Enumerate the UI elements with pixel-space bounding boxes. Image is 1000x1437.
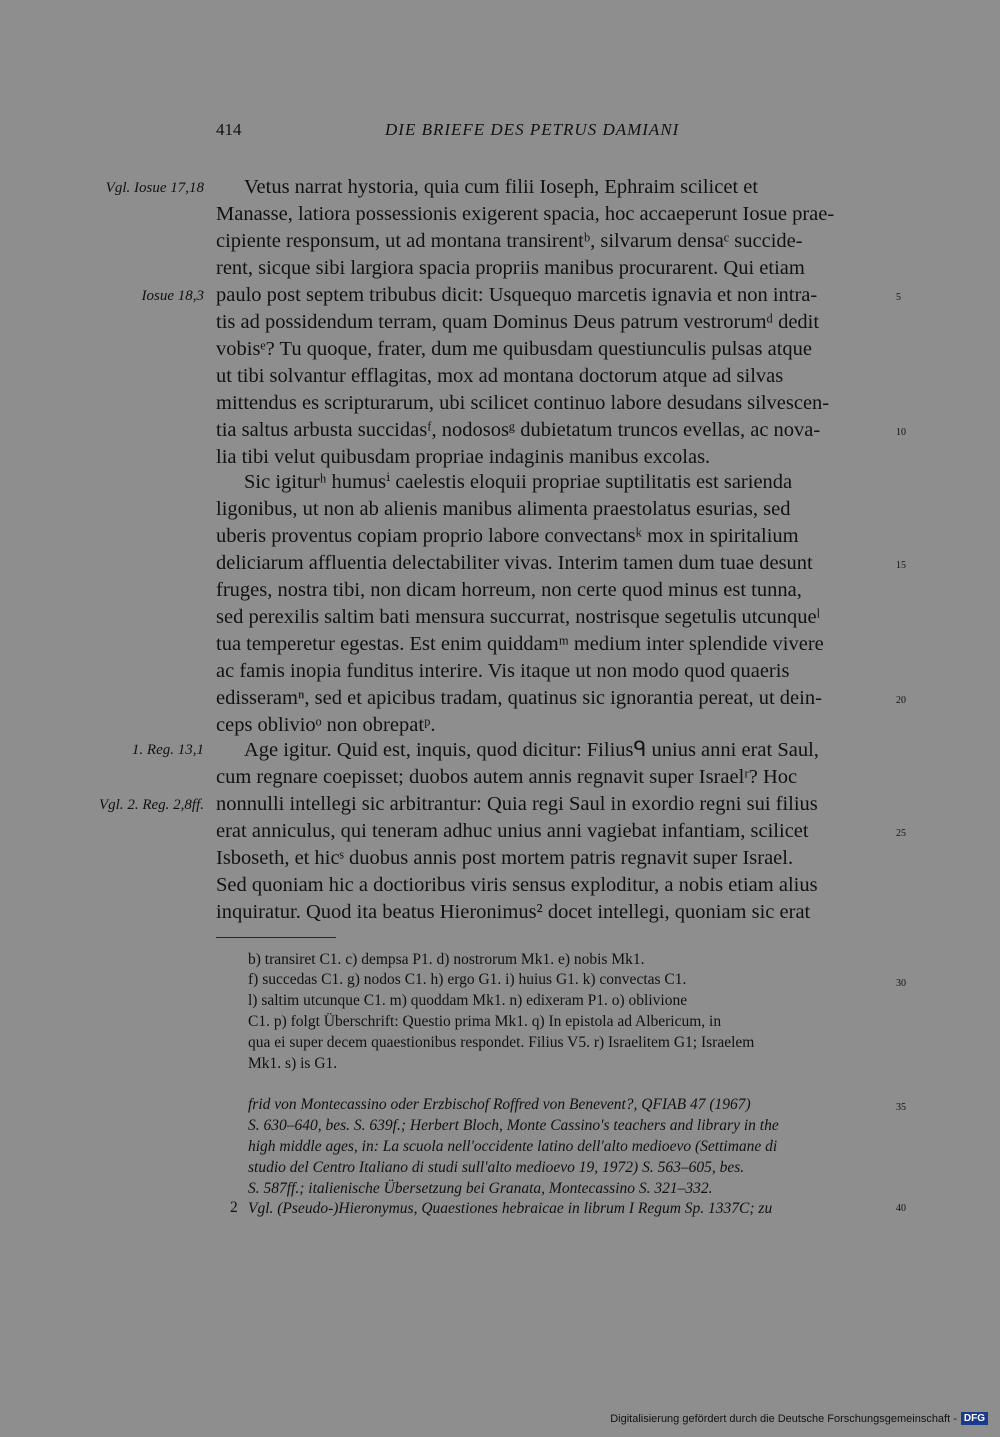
text-line: ac famis inopia funditus interire. Vis itaque ut non modo quod quaeris [216,660,790,682]
apparatus-line: l) saltim utcunque C1. m) quoddam Mk1. n) edixeram P1. o) oblivione [248,992,688,1009]
margin-reference: Vgl. Iosue 17,18 [105,180,204,196]
text-line: Vetus narrat hystoria, quia cum filii Ioseph, Ephraim scilicet et [244,176,759,198]
commentary-line: S. 587ff.; italienische Übersetzung bei Granata, Montecassino S. 321–332. [248,1180,713,1197]
apparatus-line: C1. p) folgt Überschrift: Questio prima Mk1. q) In epistola ad Albericum, in [248,1013,722,1030]
running-title: DIE BRIEFE DES PETRUS DAMIANI [385,120,680,139]
apparatus-line: qua ei super decem quaestionibus respondet. Filius V5. r) Israelitem G1; Israelem [248,1034,755,1051]
apparatus-line: Mk1. s) is G1. [248,1055,338,1072]
margin-reference: Vgl. 2. Reg. 2,8ff. [99,797,204,813]
apparatus-line: b) transiret C1. c) dempsa P1. d) nostrorum Mk1. e) nobis Mk1. [248,951,645,968]
footer-credit [610,1412,988,1425]
text-line: Age igitur. Quid est, inquis, quod dicitur: Filiusᑫ unius anni erat Saul, [244,739,819,761]
text-line: mittendus es scripturarum, ubi scilicet continuo labore desudans silvescen- [216,392,830,414]
commentary-line: frid von Montecassino oder Erzbischof Roffred von Benevent?, QFIAB 47 (1967) [248,1096,751,1113]
text-line: inquiratur. Quod ita beatus Hieronimus² docet intellegi, quoniam sic erat [216,901,811,923]
text-line: edisseramⁿ, sed et apicibus tradam, quatinus sic ignorantia pereat, ut dein- [216,687,822,709]
line-number: 35 [896,1102,906,1113]
dfg-logo: DFG [961,1412,988,1425]
text-line: vobisᵉ? Tu quoque, frater, dum me quibusdam questiunculis pulsas atque [216,338,813,360]
text-line: tia saltus arbusta succidasᶠ, nodososᵍ dubietatum truncos evellas, ac nova- [216,419,821,441]
commentary-note-number: 2 [230,1199,238,1216]
commentary-line: Vgl. (Pseudo-)Hieronymus, Quaestiones hebraicae in librum I Regum Sp. 1337C; zu [248,1200,773,1217]
footer-text: Digitalisierung gefördert durch die Deutsche Forschungsgemeinschaft - [610,1412,957,1425]
text-line: paulo post septem tribubus dicit: Usquequo marcetis ignavia et non intra- [216,284,818,306]
text-line: tis ad possidendum terram, quam Dominus Deus patrum vestrorumᵈ dedit [216,311,820,333]
line-number: 30 [896,978,906,989]
line-number: 5 [896,292,901,303]
text-line: erat anniculus, qui teneram adhuc unius anni vagiebat infantiam, scilicet [216,820,809,842]
text-line: ceps oblivioᵒ non obrepatᵖ. [216,714,436,736]
text-line: sed perexilis saltim bati mensura succurrat, nostrisque segetulis utcunqueˡ [216,606,821,628]
text-line: rent, sicque sibi largiora spacia propriis manibus procurarent. Qui etiam [216,257,805,279]
text-line: ut tibi solvantur efflagitas, mox ad montana doctorum atque ad silvas [216,365,784,387]
text-line: Sic igiturʰ humusⁱ caelestis eloquii propriae suptilitatis est sarienda [244,471,793,493]
margin-reference: Iosue 18,3 [141,288,204,304]
text-line: deliciarum affluentia delectabiliter vivas. Interim tamen dum tuae desunt [216,552,813,574]
margin-reference: 1. Reg. 13,1 [131,742,204,758]
footnote-rule [216,937,336,938]
apparatus-line: f) succedas C1. g) nodos C1. h) ergo G1. i) huius G1. k) convectas C1. [248,971,687,988]
page-number: 414 [216,120,242,139]
text-line: tua temperetur egestas. Est enim quiddamᵐ medium inter splendide vivere [216,633,824,655]
text-line: Isboseth, et hicˢ duobus annis post mortem patris regnavit super Israel. [216,847,794,869]
text-line: lia tibi velut quibusdam propriae indaginis manibus excolas. [216,446,711,468]
text-line: Manasse, latiora possessionis exigerent spacia, hoc accaeperunt Iosue prae- [216,203,835,225]
line-number: 25 [896,828,906,839]
text-line: ligonibus, ut non ab alienis manibus alimenta praestolatus esurias, sed [216,498,791,520]
line-number: 40 [896,1203,906,1214]
text-line: nonnulli intellegi sic arbitrantur: Quia regi Saul in exordio regni sui filius [216,793,818,815]
text-line: cum regnare coepisset; duobos autem annis regnavit super Israelʳ? Hoc [216,766,798,788]
commentary-line: studio del Centro Italiano di studi sull'alto medioevo 19, 1972) S. 563–605, bes. [248,1159,745,1176]
line-number: 15 [896,560,906,571]
line-number: 20 [896,695,906,706]
line-number: 10 [896,427,906,438]
commentary-line: S. 630–640, bes. S. 639f.; Herbert Bloch, Monte Cassino's teachers and library in the [248,1117,779,1134]
text-line: uberis proventus copiam proprio labore convectansᵏ mox in spiritalium [216,525,799,547]
text-line: Sed quoniam hic a doctioribus viris sensus exploditur, a nobis etiam alius [216,874,818,896]
commentary-line: high middle ages, in: La scuola nell'occidente latino dell'alto medioevo (Settimane di [248,1138,778,1155]
text-line: cipiente responsum, ut ad montana transirentᵇ, silvarum densaᶜ succide- [216,230,803,252]
text-line: fruges, nostra tibi, non dicam horreum, non certe quod minus est tunna, [216,579,802,601]
